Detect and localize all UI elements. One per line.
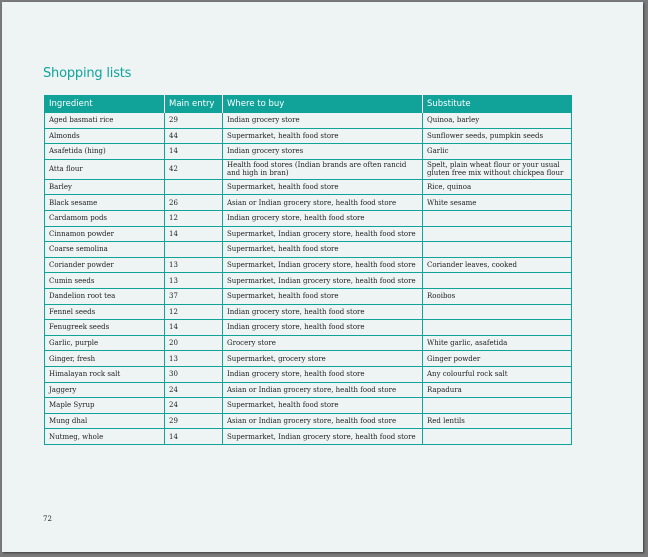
cell-ingredient: Cumin seeds — [45, 273, 165, 289]
table-row — [45, 320, 572, 336]
cell-main-entry: 29 — [165, 413, 223, 429]
cell-ingredient: Coriander powder — [45, 257, 165, 273]
column-header-ingredient: Ingredient — [45, 95, 165, 113]
cell-ingredient: Maple Syrup — [45, 398, 165, 414]
cell-substitute: Garlic — [423, 144, 572, 160]
cell-main-entry: 13 — [165, 273, 223, 289]
table-row — [45, 159, 572, 179]
table-row — [45, 144, 572, 160]
cell-where-to-buy: Supermarket, health food store — [223, 179, 423, 195]
cell-ingredient: Fennel seeds — [45, 304, 165, 320]
table-row — [45, 413, 572, 429]
cell-main-entry: 29 — [165, 113, 223, 129]
cell-substitute — [423, 429, 572, 445]
table-row — [45, 195, 572, 211]
cell-substitute: White garlic, asafetida — [423, 335, 572, 351]
cell-ingredient: Black sesame — [45, 195, 165, 211]
cell-substitute: Coriander leaves, cooked — [423, 257, 572, 273]
cell-where-to-buy: Asian or Indian grocery store, health food store — [223, 382, 423, 398]
cell-main-entry: 42 — [165, 159, 223, 179]
table-header-row — [45, 95, 572, 113]
table-row — [45, 398, 572, 414]
cell-substitute: Rooibos — [423, 288, 572, 304]
cell-main-entry: 13 — [165, 351, 223, 367]
table-row — [45, 257, 572, 273]
cell-main-entry: 14 — [165, 429, 223, 445]
table-row — [45, 179, 572, 195]
cell-main-entry: 37 — [165, 288, 223, 304]
cell-main-entry: 14 — [165, 144, 223, 160]
cell-substitute: White sesame — [423, 195, 572, 211]
cell-ingredient: Cardamom pods — [45, 210, 165, 226]
cell-main-entry: 14 — [165, 320, 223, 336]
cell-main-entry: 26 — [165, 195, 223, 211]
cell-substitute — [423, 226, 572, 242]
column-header-substitute: Substitute — [423, 95, 572, 113]
cell-where-to-buy: Indian grocery store, health food store — [223, 320, 423, 336]
cell-where-to-buy: Indian grocery stores — [223, 144, 423, 160]
table-row — [45, 382, 572, 398]
cell-main-entry: 30 — [165, 366, 223, 382]
shopping-table — [44, 95, 572, 445]
cell-where-to-buy: Supermarket, Indian grocery store, health food store — [223, 273, 423, 289]
cell-where-to-buy: Indian grocery store, health food store — [223, 366, 423, 382]
cell-ingredient: Fenugreek seeds — [45, 320, 165, 336]
cell-ingredient: Himalayan rock salt — [45, 366, 165, 382]
table-row — [45, 210, 572, 226]
cell-main-entry: 44 — [165, 128, 223, 144]
cell-ingredient: Garlic, purple — [45, 335, 165, 351]
table-row — [45, 226, 572, 242]
cell-where-to-buy: Supermarket, health food store — [223, 398, 423, 414]
cell-substitute: Ginger powder — [423, 351, 572, 367]
cell-where-to-buy: Supermarket, Indian grocery store, health food store — [223, 226, 423, 242]
cell-main-entry: 20 — [165, 335, 223, 351]
cell-where-to-buy: Health food stores (Indian brands are often rancid and high in bran) — [223, 159, 423, 179]
cell-ingredient: Ginger, fresh — [45, 351, 165, 367]
cell-ingredient: Aged basmati rice — [45, 113, 165, 129]
cell-where-to-buy: Indian grocery store, health food store — [223, 210, 423, 226]
column-header-where-to-buy: Where to buy — [223, 95, 423, 113]
cell-where-to-buy: Supermarket, health food store — [223, 242, 423, 258]
cell-main-entry: 13 — [165, 257, 223, 273]
cell-ingredient: Coarse semolina — [45, 242, 165, 258]
cell-main-entry — [165, 242, 223, 258]
cell-where-to-buy: Supermarket, grocery store — [223, 351, 423, 367]
cell-substitute: Any colourful rock salt — [423, 366, 572, 382]
table-row — [45, 288, 572, 304]
page-title: Shopping lists — [43, 66, 132, 81]
cell-substitute — [423, 398, 572, 414]
table-row — [45, 128, 572, 144]
cell-main-entry: 14 — [165, 226, 223, 242]
cell-main-entry: 24 — [165, 382, 223, 398]
cell-substitute: Red lentils — [423, 413, 572, 429]
cell-where-to-buy: Indian grocery store, health food store — [223, 304, 423, 320]
cell-substitute — [423, 304, 572, 320]
cell-substitute — [423, 242, 572, 258]
cell-substitute: Spelt, plain wheat flour or your usual gluten free mix without chickpea flour — [423, 159, 572, 179]
cell-where-to-buy: Supermarket, health food store — [223, 288, 423, 304]
table-row — [45, 273, 572, 289]
cell-substitute: Rapadura — [423, 382, 572, 398]
cell-main-entry — [165, 179, 223, 195]
cell-substitute: Rice, quinoa — [423, 179, 572, 195]
table-row — [45, 242, 572, 258]
cell-substitute: Sunflower seeds, pumpkin seeds — [423, 128, 572, 144]
cell-substitute — [423, 320, 572, 336]
cell-main-entry: 24 — [165, 398, 223, 414]
cell-where-to-buy: Grocery store — [223, 335, 423, 351]
table-row — [45, 335, 572, 351]
cell-where-to-buy: Asian or Indian grocery store, health food store — [223, 413, 423, 429]
cell-main-entry: 12 — [165, 304, 223, 320]
cell-where-to-buy: Indian grocery store — [223, 113, 423, 129]
cell-ingredient: Cinnamon powder — [45, 226, 165, 242]
cell-ingredient: Asafetida (hing) — [45, 144, 165, 160]
table-row — [45, 429, 572, 445]
cell-substitute — [423, 210, 572, 226]
cell-ingredient: Almonds — [45, 128, 165, 144]
column-header-main-entry: Main entry — [165, 95, 223, 113]
cell-where-to-buy: Supermarket, Indian grocery store, health food store — [223, 257, 423, 273]
cell-ingredient: Dandelion root tea — [45, 288, 165, 304]
cell-where-to-buy: Supermarket, Indian grocery store, health food store — [223, 429, 423, 445]
cell-main-entry: 12 — [165, 210, 223, 226]
table-row — [45, 366, 572, 382]
table-row — [45, 113, 572, 129]
cell-ingredient: Atta flour — [45, 159, 165, 179]
cell-ingredient: Mung dhal — [45, 413, 165, 429]
page-number: 72 — [43, 515, 52, 523]
document-page — [2, 2, 643, 552]
table-row — [45, 304, 572, 320]
cell-ingredient: Nutmeg, whole — [45, 429, 165, 445]
cell-where-to-buy: Supermarket, health food store — [223, 128, 423, 144]
cell-ingredient: Barley — [45, 179, 165, 195]
cell-substitute — [423, 273, 572, 289]
cell-substitute: Quinoa, barley — [423, 113, 572, 129]
cell-where-to-buy: Asian or Indian grocery store, health food store — [223, 195, 423, 211]
cell-ingredient: Jaggery — [45, 382, 165, 398]
table-row — [45, 351, 572, 367]
